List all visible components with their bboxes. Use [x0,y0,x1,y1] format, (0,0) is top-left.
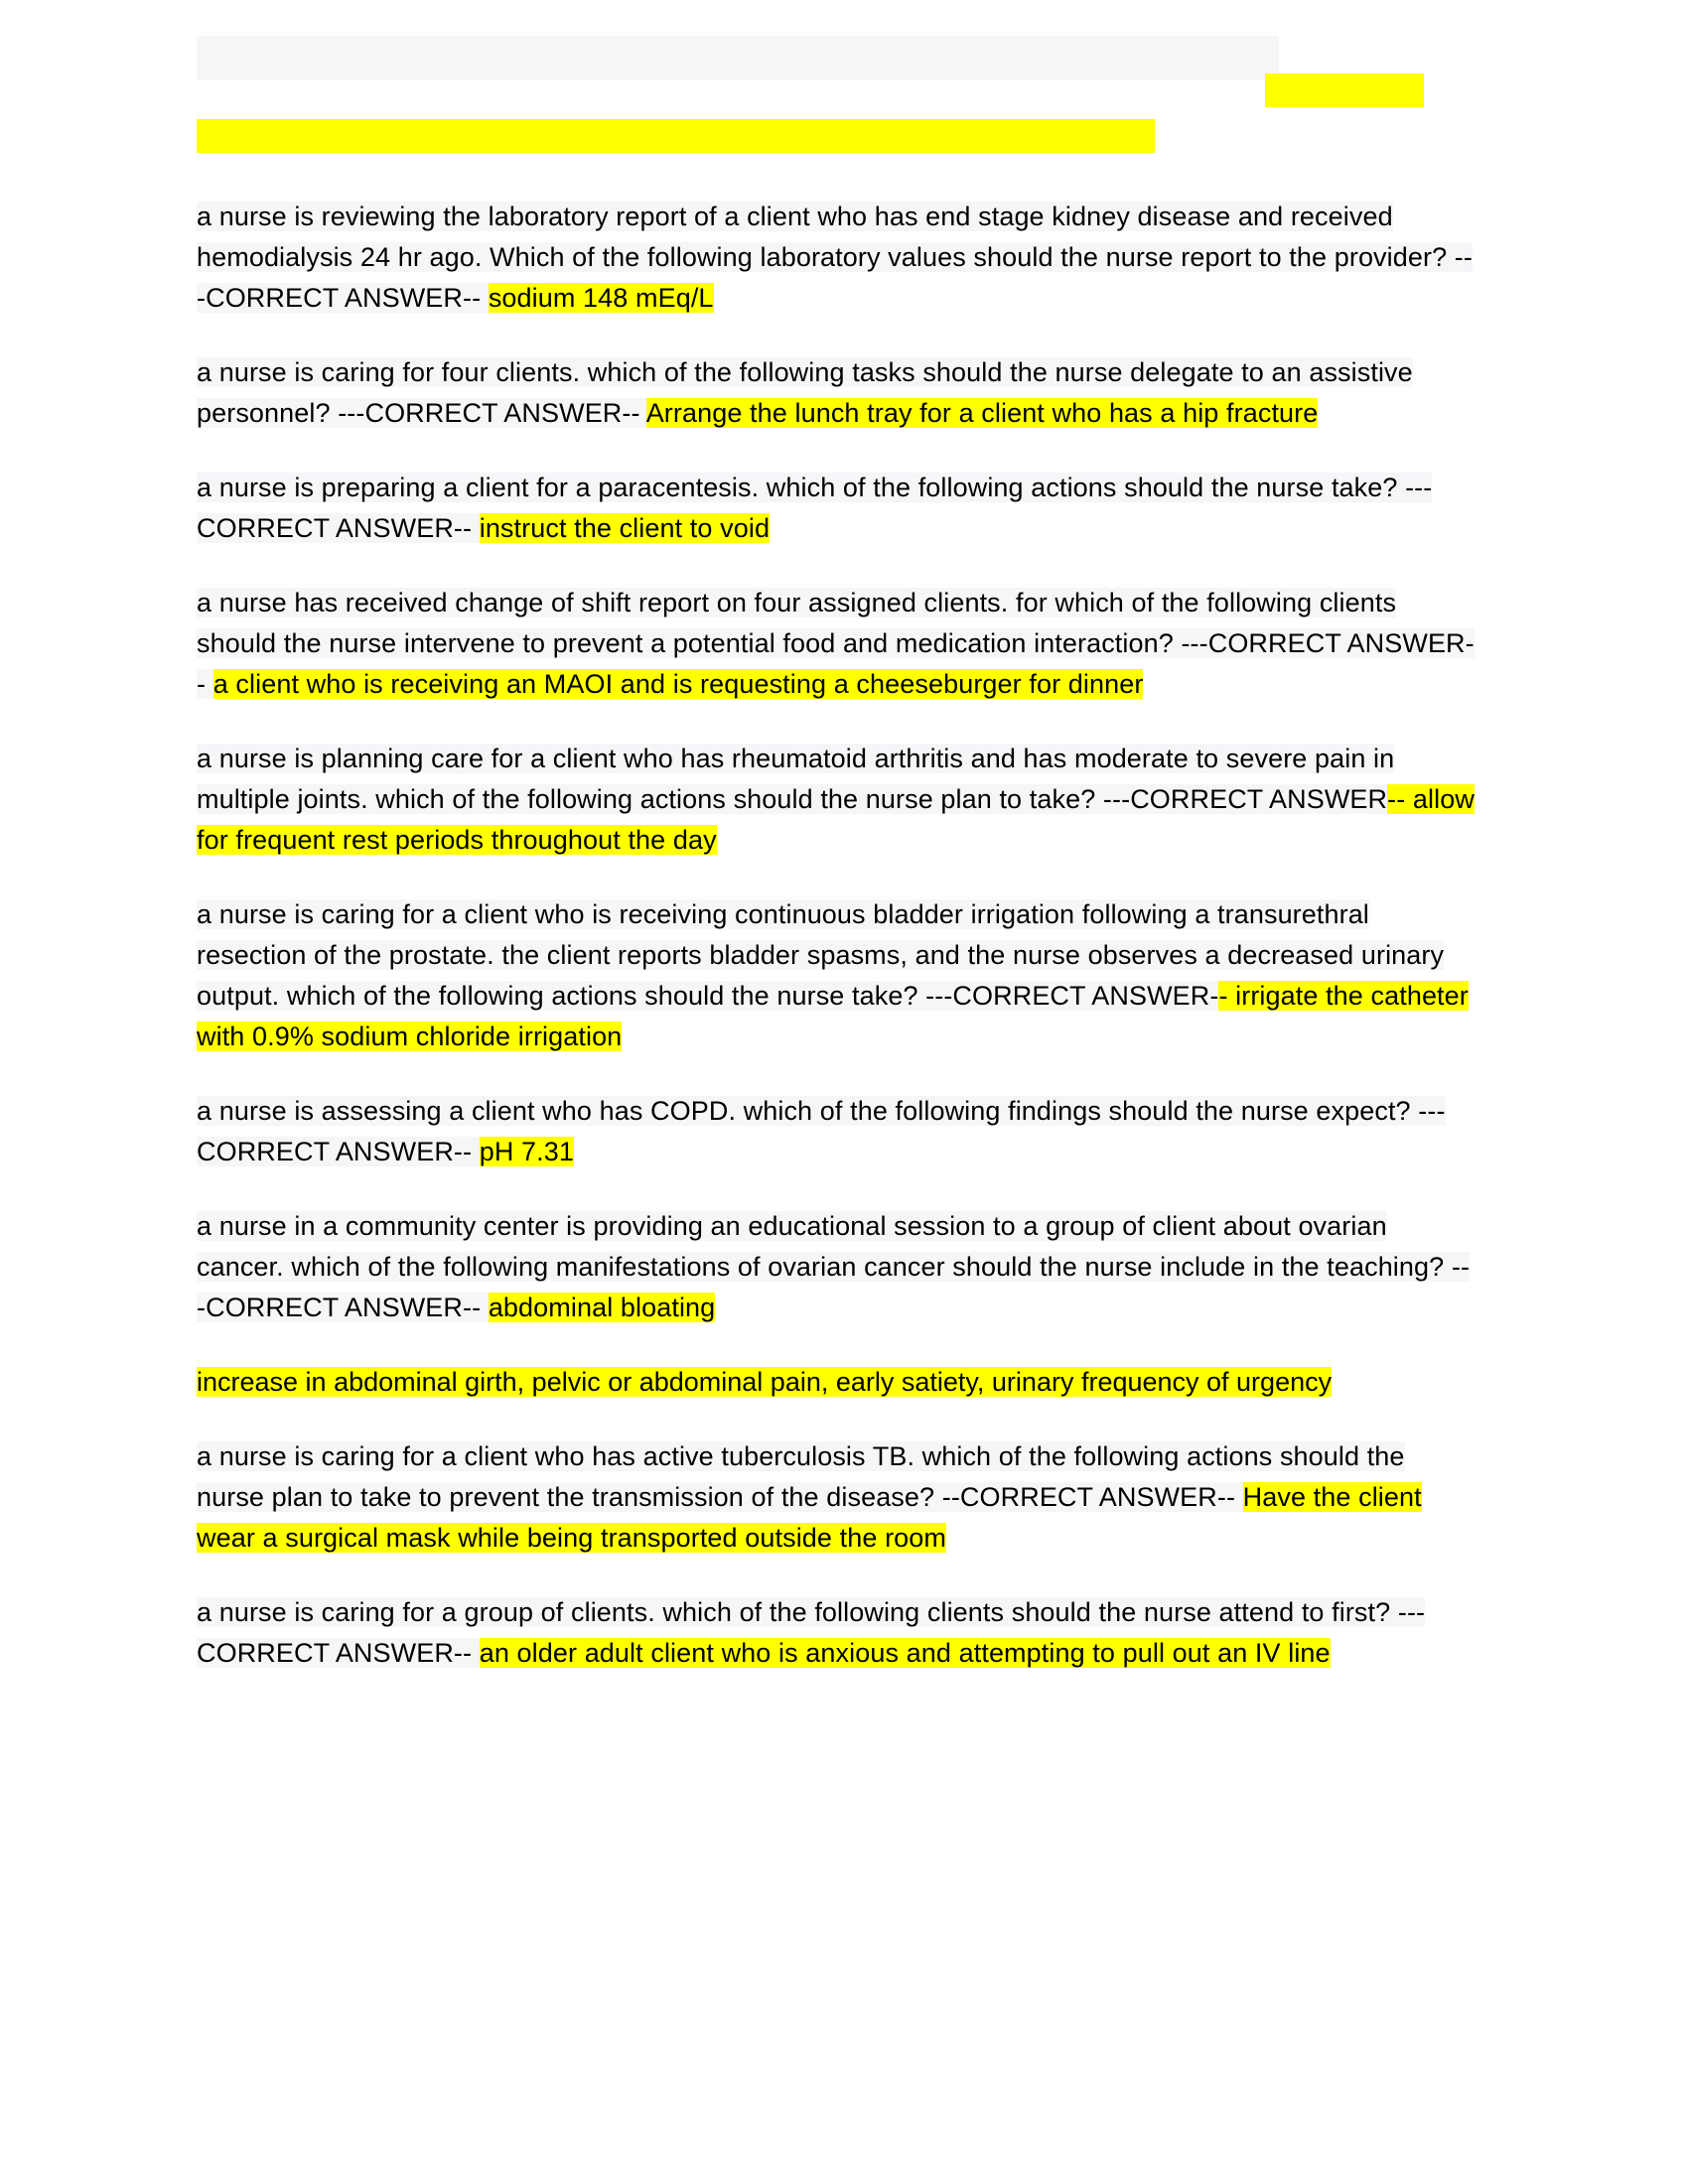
question-text: a nurse in a community center is providing an educational session to a group of client about ovarian cancer. which of the following manifestations of ovarian cancer should the nurse include in the teaching? ---CORRECT ANSWER-- [197,1211,1471,1322]
standalone-highlight-note [197,1362,1477,1403]
qa-item [197,468,1477,549]
question-text: a nurse is reviewing the laboratory report of a client who has end stage kidney disease and received hemodialysis 24 hr ago. Which of the following laboratory values should the nurse report to the provider? ---CORRECT ANSWER-- [197,202,1473,313]
question-text: a nurse is planning care for a client who has rheumatoid arthritis and has moderate to severe pain in multiple joints. which of the following actions should the nurse plan to take? ---CORRECT ANSWER [197,744,1395,814]
header-highlight-band-left [197,119,1155,153]
answer-text: sodium 148 mEq/L [488,283,714,313]
answer-text: a client who is receiving an MAOI and is requesting a cheeseburger for dinner [212,669,1144,699]
qa-item [197,197,1477,319]
answer-text: - irrigate the catheter with 0.9% sodium chloride irrigation [197,981,1469,1051]
answer-text: -- allow for frequent rest periods throughout the day [197,784,1475,855]
qa-item [197,583,1477,705]
header-decorative-bands [197,36,1477,135]
qa-item [197,1206,1477,1328]
document-content [197,36,1477,1707]
qa-item [197,739,1477,861]
answer-text: Have the client wear a surgical mask while being transported outside the room [197,1482,1422,1553]
answer-text: Arrange the lunch tray for a client who has a hip fracture [645,398,1319,428]
question-text: a nurse has received change of shift report on four assigned clients. for which of the following clients should the nurse intervene to prevent a potential food and medication interaction? ---CORRECT ANSWER-- [197,588,1475,699]
answer-text: pH 7.31 [479,1137,574,1166]
question-text: a nurse is caring for a client who is receiving continuous bladder irrigation following a transurethral resection of the prostate. the client reports bladder spasms, and the nurse observes a decreased urinary output. which of the following actions should the nurse take? ---CORRECT ANSWER- [197,899,1445,1011]
qa-item [197,894,1477,1057]
qa-item [197,352,1477,434]
answer-text: an older adult client who is anxious and attempting to pull out an IV line [479,1638,1331,1668]
answer-text: abdominal bloating [488,1293,716,1322]
qa-item [197,1592,1477,1674]
question-answer-list [197,197,1477,1674]
header-grey-band [197,36,1279,79]
question-text: a nurse is preparing a client for a paracentesis. which of the following actions should the nurse take? ---CORRECT ANSWER-- [197,473,1433,543]
answer-text: instruct the client to void [479,513,771,543]
question-text: a nurse is assessing a client who has COPD. which of the following findings should the nurse expect? ---CORRECT ANSWER-- [197,1096,1446,1166]
header-highlight-band-right [1265,73,1424,107]
standalone-highlight-text: increase in abdominal girth, pelvic or abdominal pain, early satiety, urinary frequency of urgency [197,1367,1333,1397]
question-text: a nurse is caring for four clients. which of the following tasks should the nurse delegate to an assistive personnel? ---CORRECT ANSWER-- [197,357,1413,428]
question-text: a nurse is caring for a group of clients. which of the following clients should the nurse attend to first? ---CORRECT ANSWER-- [197,1597,1426,1668]
qa-item [197,1436,1477,1559]
question-text: a nurse is caring for a client who has active tuberculosis TB. which of the following actions should the nurse plan to take to prevent the transmission of the disease? --CORRECT ANSWER-- [197,1441,1405,1512]
qa-item [197,1091,1477,1172]
